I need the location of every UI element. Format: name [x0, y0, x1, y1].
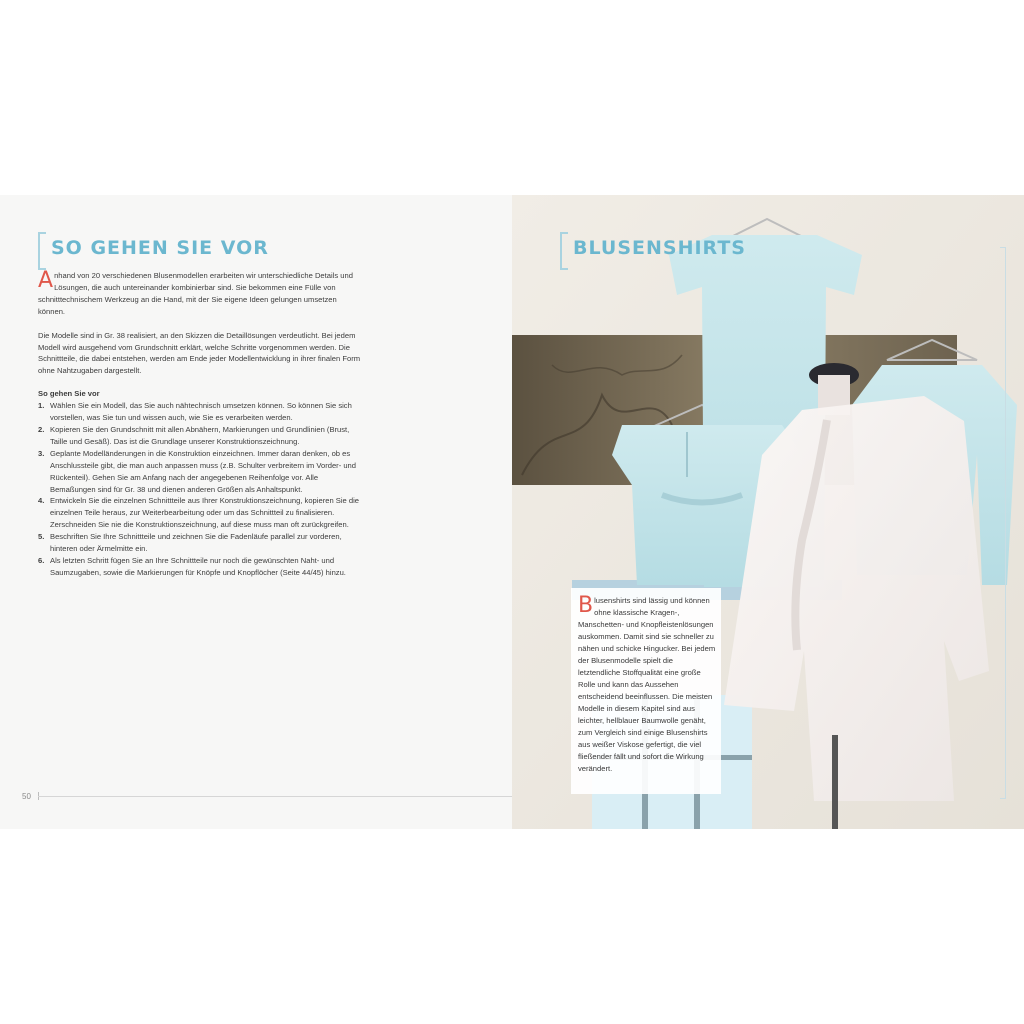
list-item [38, 555, 364, 579]
drop-cap: B [578, 593, 594, 618]
step-number: 6. [38, 555, 45, 565]
left-page [0, 195, 512, 829]
step-text: Kopieren Sie den Grundschnitt mit allen Abnähern, Markierungen und Grundlinien (Brust, Taille und Gesäß). Das ist die Grundlage unserer Konstruktionszeichnung. [50, 424, 350, 446]
steps-list [38, 400, 364, 579]
book-spread [0, 195, 1024, 829]
drop-cap: A [38, 268, 54, 293]
list-item [38, 531, 364, 555]
page-title: SO GEHEN SIE VOR [51, 237, 269, 259]
body-text [38, 270, 364, 579]
folio-rule [38, 796, 558, 797]
step-number: 3. [38, 448, 45, 458]
step-text: Als letzten Schritt fügen Sie an Ihre Schnittteile nur noch die gewünschten Naht- und Saumzugaben, sowie die Markierungen für Knöpfe und Knopflöcher (Seite 44/45) hinzu. [50, 555, 346, 577]
heading-bracket [560, 232, 568, 270]
caption-body: lusenshirts sind lässig und können ohne klassische Kragen-, Manschetten- und Knopfleistenlösungen auskommen. Damit sind sie schneller zu nähen und schicke Hingucker. Bei jedem der Blusenmodelle spielt die letztendliche Stoffqualität eine große Rolle und kann das Aussehen entscheidend beeinflussen. Die meisten Modelle in diesem Kapitel sind aus leichter, hellblauer Baumwolle genäht, zum Vergleich sind einige Blusenshirts aus weißer Viskose gefertigt, die viel fließender fällt und sofort die Wirkung verändert. [578, 596, 716, 773]
detail-paragraph: Die Modelle sind in Gr. 38 realisiert, an den Skizzen die Detaillösungen verdeutlicht. Bei jedem Modell wird ausgehend vom Grundschnitt erklärt, welche Schritte vorgenommen werden. Die Schnittteile, die dabei entstehen, werden am Ende jeder Modellentwicklung in ihrer finalen Form ohne Nahtzugaben dargestellt. [38, 330, 361, 376]
step-text: Wählen Sie ein Modell, das Sie auch nähtechnisch umsetzen können. So können Sie sich vorstellen, was Sie tun und wissen auch, wie Sie es verarbeiten werden. [50, 401, 352, 423]
steps-title: So gehen Sie vor [38, 389, 100, 399]
list-item [38, 495, 364, 531]
right-page [512, 195, 1024, 829]
list-item [38, 400, 364, 424]
heading-bracket [38, 232, 46, 270]
side-rule [1000, 247, 1006, 799]
step-number: 2. [38, 424, 45, 434]
page-number: 50 [22, 792, 31, 801]
step-text: Entwickeln Sie die einzelnen Schnittteile aus Ihrer Konstruktionszeichnung, kopieren Sie die einzelnen Teile heraus, zur Weiterbearbeitung oder um das Schnittteil zu finalisieren. Zerschneiden Sie nie die Konstruktionszeichnung, auf diese muss man oft zurückgreifen. [50, 496, 359, 530]
list-item [38, 448, 364, 496]
intro-text: nhand von 20 verschiedenen Blusenmodellen erarbeiten wir unterschiedliche Details und Lösungen, die auch untereinander kombinierbar sind. Sie bekommen eine Fülle von schnitttechnischem Werkzeug an die Hand, mit der Sie eigene Ideen gelungen umsetzen können. [38, 271, 353, 316]
page-title: BLUSENSHIRTS [573, 237, 746, 259]
step-text: Geplante Modelländerungen in die Konstruktion einzeichnen. Immer daran denken, ob es Anschlussteile gibt, die man auch anpassen muss (z.B. Schulter verbreitern im Vorder- und Rückenteil). Gehen Sie am Anfang nach der angegebenen Reihenfolge vor. Alle Bemaßungen sind für Gr. 38 und dienen anderen Größen als Anhaltspunkt. [50, 448, 357, 494]
step-text: Beschriften Sie Ihre Schnittteile und zeichnen Sie die Fadenläufe parallel zur vorderen, hinteren oder Ärmelmitte ein. [50, 532, 342, 554]
intro-paragraph [38, 270, 364, 318]
step-number: 4. [38, 496, 45, 506]
caption-box [571, 588, 721, 794]
step-number: 1. [38, 401, 45, 411]
caption-text [578, 595, 716, 775]
step-number: 5. [38, 532, 45, 542]
list-item [38, 424, 364, 448]
